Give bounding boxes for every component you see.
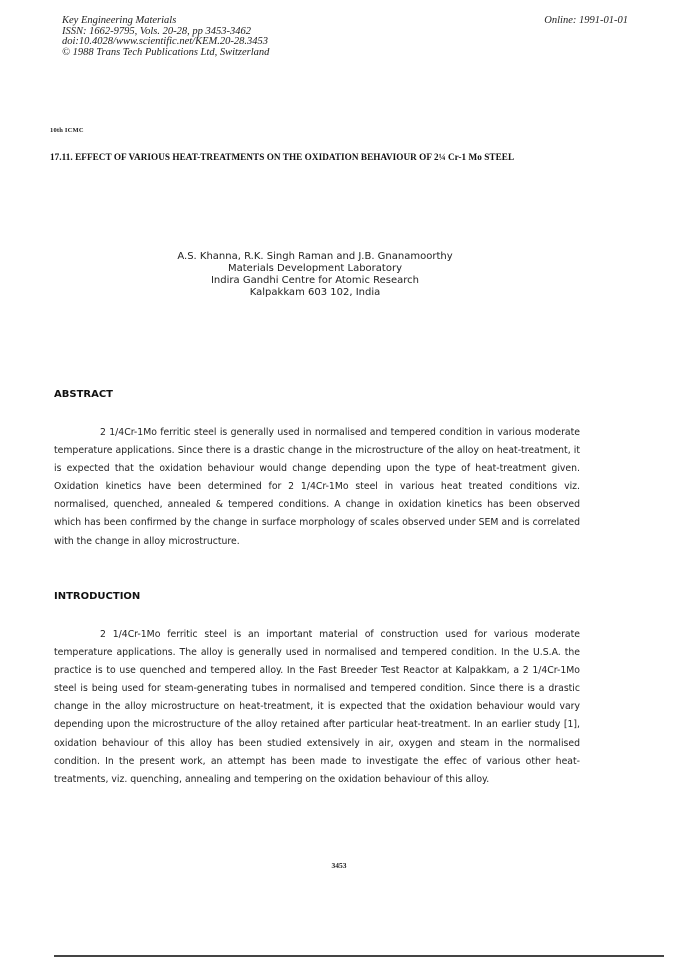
abstract-heading: ABSTRACT	[54, 389, 113, 400]
paper-title: 17.11. EFFECT OF VARIOUS HEAT-TREATMENTS ON THE OXIDATION BEHAVIOUR OF 2¼ Cr-1 Mo STEEL	[50, 152, 515, 162]
author-institute: Indira Gandhi Centre for Atomic Research	[210, 275, 419, 286]
journal-name: Key Engineering Materials	[62, 15, 177, 26]
introduction-body	[54, 626, 580, 789]
conference-tag: 10th ICMC	[50, 127, 84, 134]
author-names: A.S. Khanna, R.K. Singh Raman and J.B. Gnanamoorthy	[177, 251, 453, 262]
introduction-paragraph: 2 1/4Cr-1Mo ferritic steel is an important material of construction used for various moderate temperature applications. The alloy is generally used in normalised and tempered condition. In the U.S.A. the practice is to use quenched and tempered alloy. In the Fast Breeder Test Reactor at Kalpakkam, a 2 1/4Cr-1Mo steel is being used for steam-generating tubes in normalised and tempered condition. Since there is a drastic change in the alloy microstructure on heat-treatment, it is expected that the oxidation behaviour would vary depending upon the microstructure of the alloy retained after particular heat-treatment. In an earlier study [1], oxidation behaviour of this alloy has been studied extensively in air, oxygen and steam in the normalised condition. In the present work, an attempt has been made to investigate the effec of various other heat-treatments, viz. quenching, annealing and tempering on the oxidation behaviour of this alloy.	[54, 629, 580, 785]
online-date: Online: 1991-01-01	[544, 15, 628, 26]
journal-header	[62, 16, 269, 58]
author-lab: Materials Development Laboratory	[228, 263, 402, 274]
abstract-paragraph: 2 1/4Cr-1Mo ferritic steel is generally used in normalised and tempered condition in various moderate temperature applications. Since there is a drastic change in the microstructure of the alloy on heat-treatment, it is expected that the oxidation behaviour would change depending upon the type of heat-treatment given. Oxidation kinetics have been determined for 2 1/4Cr-1Mo steel in various heat treated conditions viz. normalised, quenched, annealed & tempered conditions. A change in oxidation kinetics has been observed which has been confirmed by the change in surface morphology of scales observed under SEM and is correlated with the change in alloy microstructure.	[54, 427, 580, 547]
author-block	[0, 251, 630, 299]
author-location: Kalpakkam 603 102, India	[249, 287, 381, 298]
journal-doi: doi:10.4028/www.scientific.net/KEM.20-28.3453	[62, 36, 268, 48]
abstract-body	[54, 424, 580, 551]
bottom-rule	[54, 955, 664, 957]
page-number: 3453	[331, 861, 347, 870]
introduction-heading: INTRODUCTION	[54, 591, 141, 602]
journal-copyright: © 1988 Trans Tech Publications Ltd, Switzerland	[62, 46, 270, 58]
journal-issn: ISSN: 1662-9795, Vols. 20-28, pp 3453-3462	[62, 25, 251, 37]
